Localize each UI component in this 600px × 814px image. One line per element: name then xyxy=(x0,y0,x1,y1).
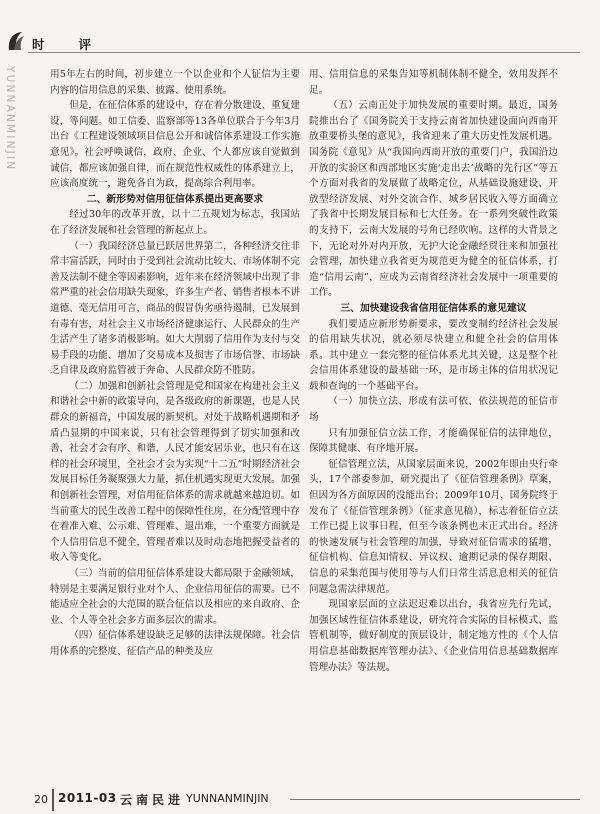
paragraph: 但是，在征信体系的建设中，存在着分散建设、重复建设，等问题。如工信委、监察部等13各单位联合于今年3月出台《工程建设领域项目信息公开和诚信体系建设工作实施意见》。社会呼唤诚信，政府、企业、个人都应该自觉做到诚信，都应该加强自律，而在规范性权威性的体系建立上，应该高度统一，避免各自为政，提高综合利用率。 xyxy=(50,100,300,190)
magazine-logo-icon xyxy=(6,30,26,52)
paragraph: 用、信用信息的采集告知等机制体制不健全，效用发挥不足。 xyxy=(309,69,558,96)
footer-divider xyxy=(290,799,580,800)
section-heading: 二、新形势对信用征信体系提出更高要求 xyxy=(86,193,264,205)
magazine-name-latin: YUNNANMINJIN xyxy=(186,792,269,805)
section-category: 时评 xyxy=(32,37,126,52)
paragraph: （四）征信体系建设缺乏足够的法律法规保障。社会信用体系的完整度、征信产品的种类及应 xyxy=(50,630,300,657)
paragraph: （五）云南正处于加快发展的重要时期。最近，国务院推出台了《国务院关于支持云南省加快建设面向西南开放重要桥头堡的意见》，我省迎来了重大历史性发展机遇。国务院《意见》从“我国向西南开放的重要门户，我国沿边开放的实验区和西部地区实施‘走出去’战略的先行区”等五个方面对我省的发展做了战略定位，从基础设施建设、开放型经济发展、对外交流合作、城乡居民收入等方面确立了我省中长期发展目标和七大任务。在一系列突破性政策的支持下，云南大发展的号角已经吹响。这样的大背景之下，无论对外对内开放，无护大论金融经贸往来和加强社会管理，加快建立我省更为规范更为健全的征信体系，打造“信用云南”，应成为云南省经济社会发展中一项重要的工作。 xyxy=(309,100,558,299)
paragraph: （三）当前的信用征信体系建设大都局限于金融领域，特别是主要满足银行业对个人、企业信用征信的需要。已不能适应全社会的大范围的联合征信以及相应的来自政府、企业、个人等全社会多方面多层次的需求。 xyxy=(50,568,300,626)
page-footer xyxy=(0,786,600,814)
paragraph: 征信管理立法，从国家层面来说，2002年即由央行牵头，17个部委参加，研究提出了《征信管理条例》草案，但因为各方面原因的没能出台；2009年10月，国务院终于发布了《征信管理条例》（征求意见稿），标志着征信立法工作已提上议事日程，但至今该条例也未正式出台。经济的快速发展与社会管理的加强，导致对征信需求的猛增，征信机构、信息知情权、异议权、逾期记录的保存期限、信息的采集范围与使用等与人们日常生活息息相关的征信问题急需法律规范。 xyxy=(309,458,558,595)
article-column-right xyxy=(309,67,558,675)
header-divider xyxy=(28,52,580,53)
section-heading: 三、加快建设我省信用征信体系的意见建议 xyxy=(340,302,527,314)
page-header xyxy=(0,0,600,58)
article-column-left xyxy=(50,67,300,660)
side-magazine-name: YUNNANMINJIN xyxy=(4,66,16,172)
paragraph: （二）加强和创新社会管理是党和国家在构建社会主义和谐社会中新的政策导向，是各级政府的新课题，也是人民群众的新福音，中国发展的新契机。对处于战略机遇期和矛盾凸显期的中国来说，只有社会管理得到了切实加强和改善，社会才会有序、和谐，人民才能安居乐业，也只有在这样的社会环境里，全社会才会为实现“十二五”时期经济社会发展目标任务凝聚强大力量，抓住机遇实现更大发展。加强和创新社会管理，对信用征信体系的需求就越来越迫切。如当前重大的民生改善工程中的保障性住房，在分配管理中存在着准入难、公示难、管理难、退出难，一个重要方面就是个人信用信息不健全，管理者难以及时动态地把握受益者的收入等变化。 xyxy=(50,380,300,564)
paragraph: 只有加强征信立法工作，才能确保征信的法律地位，保障其健康、有序地开展。 xyxy=(309,427,558,455)
paragraph: 现国家层面的立法迟迟难以出台，我省应先行先试，加强区域性征信体系建设，研究符合实际的目标模式、监管机制等，做好制度的顶层设计，制定地方性的《个人信用信息基础数据库管理办法》、《企业信用信息基础数据库管理办法》等法规。 xyxy=(309,599,558,673)
issue-number: 2011-03 xyxy=(58,791,117,805)
footer-separator xyxy=(52,789,54,811)
paragraph: （一）加快立法、形成有法可依、依法规范的征信市场 xyxy=(309,396,558,424)
paragraph: （一）我国经济总量已跃居世界第二，各种经济交往非常丰富活跃，同时由于受到社会流动比较大、市场体制不完善及法制不健全等因素影响，近年来在经济领域中出现了非常严重的社会信用缺失现象，许多生产者、销售者根本不讲道德、毫无信用可言，商品的假冒伪劣亟待遏制，已发展到有毒有害，对社会主义市场经济健康运行、人民群众的生产生活产生了诸多消极影响。如大大削弱了信用作为支付与交易手段的功能、增加了交易成本及损害了市场信誉、市场缺乏自律及政府监管被于奔命、人民群众防不胜防。 xyxy=(50,240,300,377)
magazine-name: 云南民进 xyxy=(120,793,185,807)
paragraph: 用5年左右的时间，初步建立一个以企业和个人征信为主要内容的信用信息的采集、披露、使用系统。 xyxy=(50,69,300,96)
page-number: 20 xyxy=(34,793,48,806)
paragraph: 经过30年的改革开放，以十二五规划为标志，我国站在了经济发展和社会管理的新起点上。 xyxy=(50,209,300,236)
paragraph: 我们要适应新形势新要求，要改变制约经济社会发展的信用缺失状况，就必须尽快建立和健全社会的信用体系。其中建立一套完整的征信体系尤其关键，这是整个社会信用体系建设的最基础一环，是市场主体的信用状况记载和查询的一个基础平台。 xyxy=(309,318,558,392)
